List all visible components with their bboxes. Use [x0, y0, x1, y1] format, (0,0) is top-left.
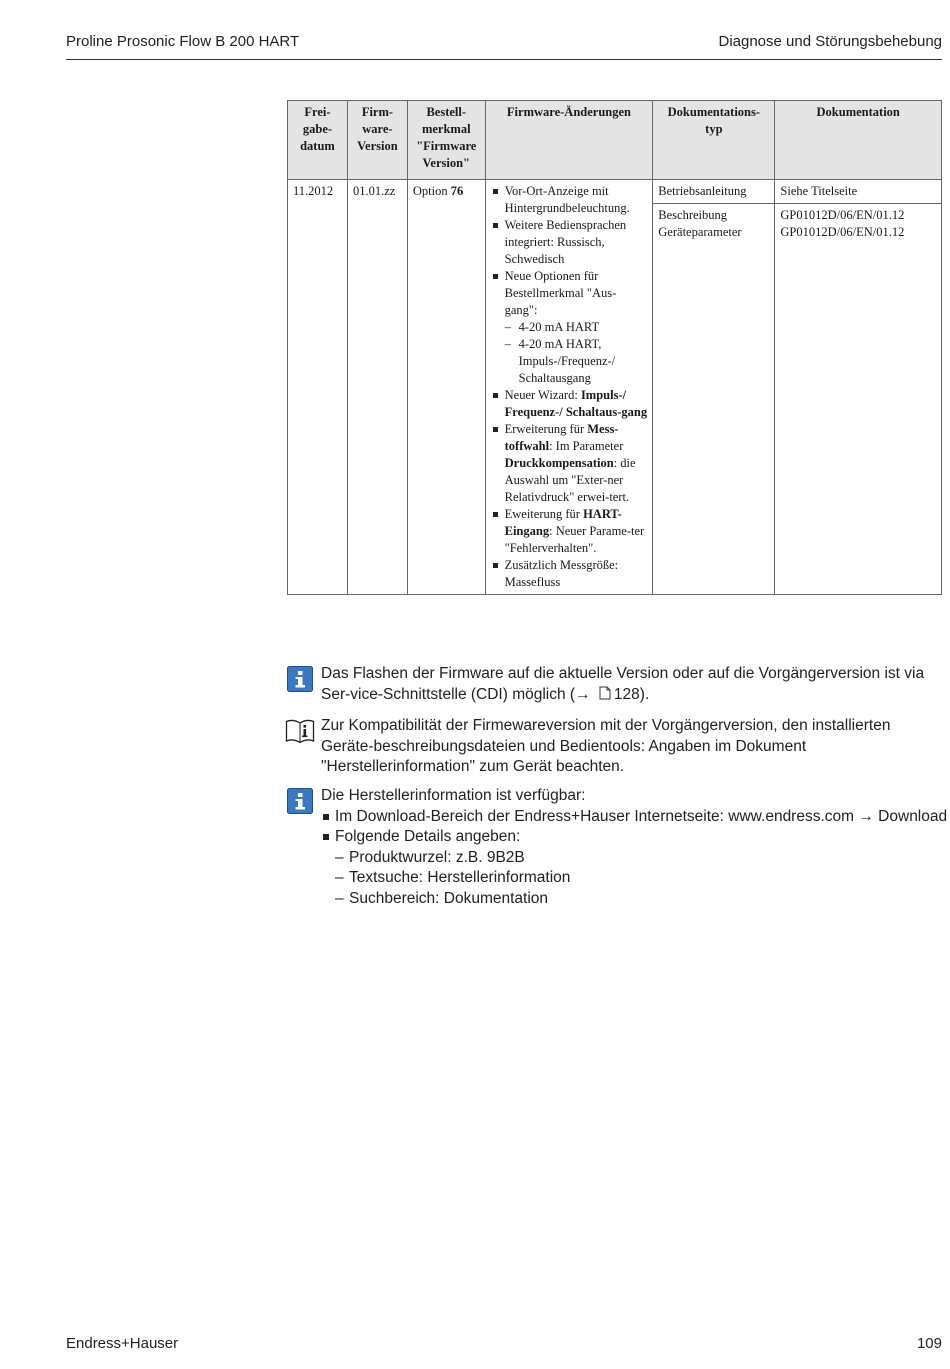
details-list [321, 848, 941, 910]
list-item: Weitere Bediensprachen integriert: Russisch, Schwedisch [491, 217, 648, 268]
doc-type-operating-instructions: Betriebsanleitung [658, 184, 747, 198]
doc-number: GP01012D/06/EN/01.12 [780, 225, 905, 239]
column-header-documentation: Dokumentation [775, 101, 942, 180]
doc-title-page-reference: Siehe Titelseite [780, 184, 858, 198]
documentation-type-cell [653, 180, 775, 595]
arrow-right-icon: → [575, 685, 591, 703]
list-item: Vor-Ort-Anzeige mit Hintergrundbeleuchtung. [491, 183, 648, 217]
firmware-changes-cell [485, 180, 653, 595]
note-firmware-flashing: Das Flashen der Firmware auf die aktuelle Version oder auf die Vorgängerversion ist via Ser-vice-Schnittstelle (CDI) möglich (→ 128). [287, 664, 947, 705]
page-number: 109 [916, 1335, 942, 1352]
list-item: Eweiterung für HART-Eingang: Neuer Parame-ter "Fehlerverhalten". [491, 506, 648, 557]
column-header-documentation-type: Dokumentations- typ [653, 101, 775, 180]
doc-type-parameter-description: Beschreibung Geräteparameter [653, 203, 774, 244]
firmware-version-cell: 01.01.zz [347, 180, 407, 595]
list-item: Erweiterung für Mess-toffwahl: Im Parameter Druckkompensation: die Auswahl um "Exter-ner Relativdruck" erwei-tert. [491, 421, 648, 506]
list-item: Neuer Wizard: Impuls-/ Frequenz-/ Schaltaus-gang [491, 387, 648, 421]
release-date-cell: 11.2012 [288, 180, 348, 595]
documentation-cell [775, 180, 942, 595]
section-title: Diagnose und Störungsbehebung [718, 33, 942, 50]
table-header-row [288, 101, 942, 180]
page-reference-number[interactable]: 128 [613, 685, 640, 703]
option-label: Option [412, 184, 451, 198]
firmware-history-table [287, 100, 942, 595]
list-item: – 4-20 mA HART [505, 319, 648, 336]
doc-number: GP01012D/06/EN/01.12 [780, 208, 905, 222]
output-options-list [505, 319, 648, 387]
doc-numbers [775, 203, 941, 244]
column-header-firmware-changes: Firmware-Änderungen [485, 101, 653, 180]
note-text: Das Flashen der Firmware auf die aktuelle Version oder auf die Vorgängerversion ist via Ser-vice-Schnittstelle (CDI) möglich ( [321, 665, 925, 703]
note-manufacturer-information [287, 786, 947, 909]
changes-list [491, 183, 648, 591]
list-item: Im Download-Bereich der Endress+Hauser Internetseite: www.endress.com → Download [321, 807, 941, 828]
list-item: – Suchbereich: Dokumentation [321, 889, 941, 910]
column-header-release-date: Frei- gabe- datum [288, 101, 348, 180]
list-item: – Textsuche: Herstellerinformation [321, 868, 941, 889]
arrow-right-icon: → [858, 807, 874, 825]
note-compatibility [287, 716, 947, 778]
list-item: Neue Optionen für Bestellmerkmal "Aus-gang": – 4-20 mA HART – 4-20 mA HART, Impuls-/Frequenz-/ Schaltausgang [491, 268, 648, 387]
option-value: 76 [450, 184, 464, 198]
availability-list [321, 807, 948, 848]
list-item: Zusätzlich Messgröße: Massefluss [491, 557, 648, 591]
column-header-order-code: Bestell- merkmal "Firmware Version" [407, 101, 485, 180]
document-title: Proline Prosonic Flow B 200 HART [66, 33, 300, 50]
table-row [288, 180, 942, 595]
order-code-cell [407, 180, 485, 595]
list-item: Folgende Details angeben: [321, 827, 941, 848]
list-item: – 4-20 mA HART, Impuls-/Frequenz-/ Schaltausgang [505, 336, 648, 387]
column-header-firmware-version: Firm- ware- Version [347, 101, 407, 180]
list-item: – Produktwurzel: z.B. 9B2B [321, 848, 941, 869]
info-icon [287, 666, 313, 692]
company-name: Endress+Hauser [66, 1335, 179, 1352]
note-text: Zur Kompatibilität der Firmewareversion mit der Vorgängerversion, den installierten Geräte-beschreibungsdateien und Bedientools: Angaben im Dokument "Herstellerinformation" zum Gerät beachten. [321, 717, 891, 775]
note-intro: Die Herstellerinformation ist verfügbar: [321, 787, 586, 804]
book-info-icon [285, 718, 315, 744]
page-header [66, 30, 942, 60]
page-reference-icon [599, 686, 611, 700]
info-icon [287, 788, 313, 814]
